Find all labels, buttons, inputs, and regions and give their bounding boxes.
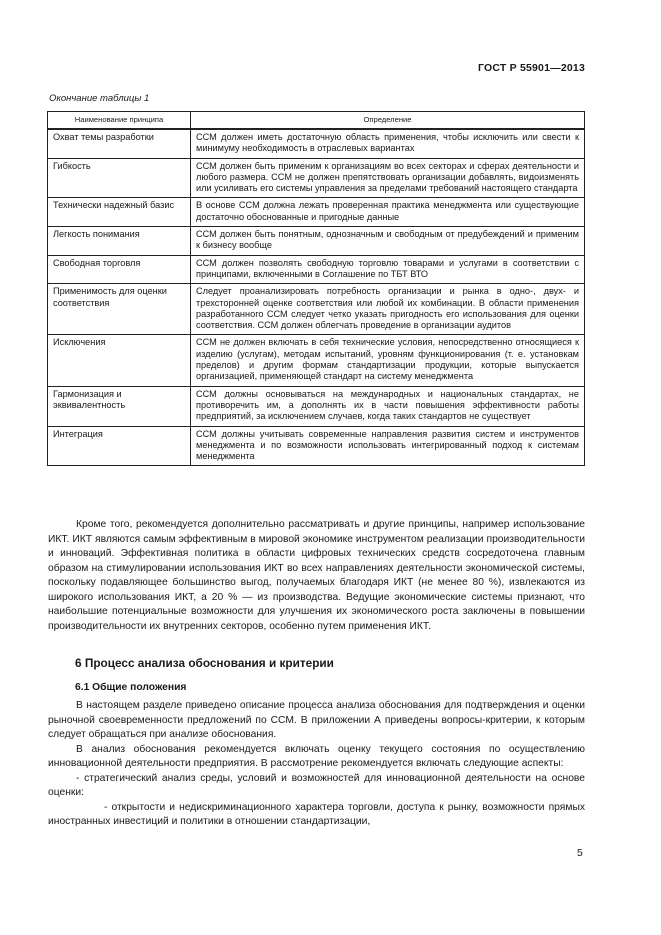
principle-definition: ССМ должен иметь достаточную область применения, чтобы исключить или свести к минимуму необходимость в отраслевых вариантах (191, 129, 585, 158)
principle-name: Гибкость (48, 158, 191, 198)
principle-definition: ССМ должны учитывать современные направления развития систем и инструментов менеджмента и по возможности использовать интегрированный подход к системам менеджмента (191, 426, 585, 466)
table-row (48, 227, 585, 256)
column-header-name: Наименование принципа (48, 112, 191, 130)
principle-definition: В основе ССМ должна лежать проверенная практика менеджмента или существующие достаточно обоснованные и пригодные данные (191, 198, 585, 227)
principle-name: Интеграция (48, 426, 191, 466)
list-item: - стратегический анализ среды, условий и возможностей для инновационной деятельности на основе оценки: (48, 772, 585, 798)
principle-name: Применимость для оценки соответствия (48, 284, 191, 335)
table-row (48, 158, 585, 198)
table-header-row (48, 112, 585, 130)
table-row (48, 284, 585, 335)
principle-name: Охват темы разработки (48, 129, 191, 158)
table-row (48, 255, 585, 284)
principle-definition: ССМ должен быть понятным, однозначным и свободным от предубеждений и применим к бизнесу вообще (191, 227, 585, 256)
principles-table (47, 111, 585, 466)
principle-definition: ССМ должен позволять свободную торговлю товарами и услугами в соответствии с принципами, включенными в Соглашение по ТБТ ВТО (191, 255, 585, 284)
table-row (48, 335, 585, 386)
sub-list-item: - открытости и недискриминационного характера торговли, доступа к рынку, возможности прямых иностранных инвестиций и политики в отношении стандартизации, (48, 801, 585, 827)
ict-paragraph: Кроме того, рекомендуется дополнительно рассматривать и другие принципы, например использование ИКТ. ИКТ являются самым эффективным в мировой экономике инструментом реализации производительности и инноваций. Эффективная политика в области цифровых технических средств сосредоточена главным образом на стимулировании использования ИКТ во всех направлениях деятельности экономической системы, поскольку подавляющее большинство выгод, получаемых благодаря ИКТ (не менее 80 %), извлекаются из широкого использования ИКТ, а 20 % — из производства. Ведущие экономические системы признают, что наибольшие потенциальные возможности для улучшения их экономического роста заключены в повышении производительности их внутренних секторов, особенно путем применения ИКТ. (48, 519, 585, 632)
principle-name: Свободная торговля (48, 255, 191, 284)
principle-name: Исключения (48, 335, 191, 386)
table-row (48, 129, 585, 158)
page-number: 5 (577, 848, 583, 859)
principle-name: Технически надежный базис (48, 198, 191, 227)
ict-paragraph-block (48, 518, 585, 634)
principle-definition: ССМ должны основываться на международных и национальных стандартах, не противоречить им, а дополнять их в части повышения эффективности работы предприятий, за исключением случаев, когда таких стандартов не существует (191, 386, 585, 426)
table-caption: Окончание таблицы 1 (49, 93, 150, 104)
subsection-title: 6.1 Общие положения (75, 682, 187, 693)
body-paragraph: В настоящем разделе приведено описание процесса анализа обоснования для подтверждения и оценки рыночной своевременности предложений по ССМ. В приложении А приведены вопросы-критерии, к которым следует обращаться при анализе обоснования. (48, 700, 585, 740)
section-body (48, 699, 585, 830)
body-paragraph: В анализ обоснования рекомендуется включать оценку текущего состояния по осуществлению инновационной деятельности предприятия. В рассмотрение рекомендуется включать следующие аспекты: (48, 743, 585, 769)
standard-header: ГОСТ Р 55901—2013 (477, 62, 585, 74)
principle-name: Легкость понимания (48, 227, 191, 256)
table-row (48, 198, 585, 227)
principle-definition: ССМ должен быть применим к организациям во всех секторах и сферах деятельности и любого размера. ССМ не должен препятствовать организации добавлять, видоизменять или усиливать его системы управления за пределами требований настоящего стандарта (191, 158, 585, 198)
principle-definition: Следует проанализировать потребность организации и рынка в одно-, двух- и трехсторонней оценке соответствия или любой их комбинации. В области применения разработанного ССМ следует четко указать пригодность его использования для оценки соответствия. ССМ должен облегчать проведение в организации аудитов (191, 284, 585, 335)
table-row (48, 426, 585, 466)
principle-definition: ССМ не должен включать в себя технические условия, непосредственно относящиеся к изделию (услугам), методам испытаний, уровням функционирования (т. е. установкам пределов) и другим формам стандартизации продукции, которые выпускается организацией, применяющей стандарт на систему менеджмента (191, 335, 585, 386)
table-row (48, 386, 585, 426)
section-title: 6 Процесс анализа обоснования и критерии (75, 656, 334, 670)
column-header-definition: Определение (191, 112, 585, 130)
principle-name: Гармонизация и эквивалентность (48, 386, 191, 426)
